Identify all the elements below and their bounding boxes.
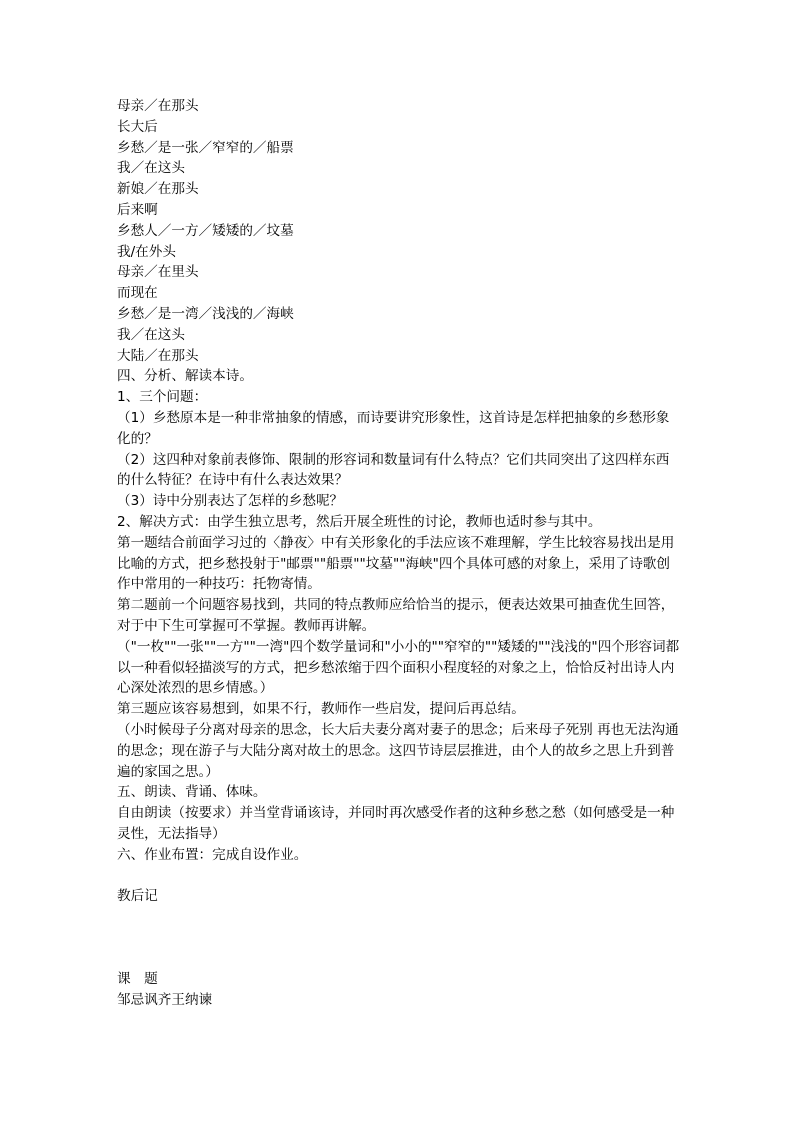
- poem-line: 乡愁／是一湾／浅浅的／海峡: [117, 305, 294, 322]
- answer-1: 第一题结合前面学习过的〈静夜〉中有关形象化的手法应该不难理解，学生比较容易找出是用比喻的方式，把乡愁投射于"邮票""船票""坟墓""海峡"四个具体可感的对象上，采用了诗歌创作中常用的一种技巧：托物寄情。: [117, 534, 675, 593]
- section-heading-reading: 五、朗读、背诵、体味。: [117, 784, 267, 801]
- document-body: [117, 96, 682, 1011]
- poem-line: 而现在: [117, 285, 158, 302]
- reading-instructions: 自由朗读（按要求）并当堂背诵该诗，并同时再次感受作者的这种乡愁之愁（如何感受是一种灵性，无法指导）: [117, 805, 675, 842]
- question-2: （2）这四种对象前表修饰、限制的形容词和数量词有什么特点？它们共同突出了这四样东西的什么特征？在诗中有什么表达效果？: [117, 451, 670, 489]
- poem-line: 母亲／在里头: [117, 264, 199, 281]
- poem-line: 我／在这头: [117, 326, 185, 343]
- afterword-label: 教后记: [117, 888, 158, 905]
- topic-label: 课 题: [117, 971, 158, 988]
- answer-2-note: （"一枚""一张""一方""一湾"四个数学量词和"小小的""窄窄的""矮矮的""浅浅的"四个形容词都以一种看似轻描淡写的方式，把乡愁浓缩于四个面积小程度轻的对象之上，恰恰反衬出诗人内心深处浓烈的思乡情感。）: [117, 638, 680, 697]
- spacer: [117, 865, 682, 886]
- question-3: （3）诗中分别表达了怎样的乡愁呢？: [117, 493, 344, 510]
- solution-method: 2、解决方式：由学生独立思考，然后开展全班性的讨论，教师也适时参与其中。: [117, 513, 602, 530]
- section-heading-analysis: 四、分析、解读本诗。: [117, 368, 253, 385]
- poem-line: 乡愁／是一张／窄窄的／船票: [117, 139, 294, 156]
- answer-3-note: （小时候母子分离对母亲的思念，长大后夫妻分离对妻子的思念；后来母子死别 再也无法沟通的思念；现在游子与大陆分离对故土的思念。这四节诗层层推进，由个人的故乡之思上升到普遍的家国之思。）: [117, 721, 679, 780]
- question-1: （1）乡愁原本是一种非常抽象的情感，而诗要讲究形象性，这首诗是怎样把抽象的乡愁形象化的？: [117, 409, 670, 447]
- poem-line: 我/在外头: [117, 243, 176, 260]
- poem-line: 长大后: [117, 118, 158, 135]
- answer-3: 第三题应该容易想到，如果不行，教师作一些启发，提问后再总结。: [117, 701, 525, 718]
- section-heading-homework: 六、作业布置：完成自设作业。: [117, 846, 308, 863]
- three-questions-heading: 1、三个问题：: [117, 389, 208, 406]
- poem-line: 乡愁人／一方／矮矮的／坟墓: [117, 222, 294, 239]
- poem-line: 我／在这头: [117, 160, 185, 177]
- poem-line: 大陆／在那头: [117, 347, 199, 364]
- poem-line: 后来啊: [117, 201, 158, 218]
- poem-line: 新娘／在那头: [117, 181, 199, 198]
- next-lesson-title: 邹忌讽齐王纳谏: [117, 991, 213, 1008]
- spacer: [117, 907, 682, 969]
- answer-2: 第二题前一个问题容易找到，共同的特点教师应给恰当的提示，便表达效果可抽查优生回答，对于中下生可掌握可不掌握。教师再讲解。: [117, 597, 675, 634]
- poem-line: 母亲／在那头: [117, 98, 199, 114]
